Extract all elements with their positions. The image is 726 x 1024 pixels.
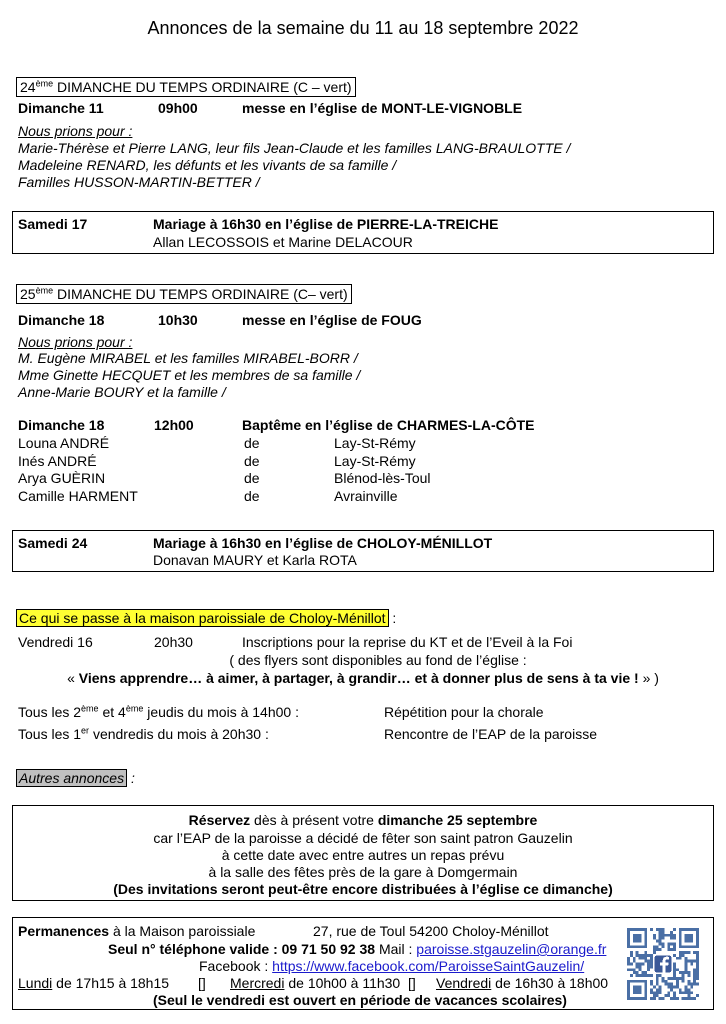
prayer-1-2: Madeleine RENARD, les défunts et les vivants de sa famille / [18, 157, 397, 173]
reservez-line-5: (Des invitations seront peut-être encore distribuées à l’église ce dimanche) [113, 881, 613, 897]
permanences-note: (Seul le vendredi est ouvert en période de vacances scolaires) [153, 992, 567, 1008]
prayer-2-3: Anne-Marie BOURY et la famille / [18, 384, 226, 400]
permanences-address: 27, rue de Toul 54200 Choloy-Ménillot [313, 923, 549, 939]
permanences-hours: Lundi de 17h15 à 18h15 [] Mercredi de 10h00 à 11h30 [] Vendredi de 16h30 à 18h00 [18, 975, 609, 991]
section-header-25: 25ème DIMANCHE DU TEMPS ORDINAIRE (C– vert) [16, 284, 352, 304]
reservez-box [12, 805, 714, 901]
mail-link[interactable]: paroisse.stgauzelin@orange.fr [416, 941, 607, 957]
reservez-line-2: car l’EAP de la paroisse a décidé de fêter son saint patron Gauzelin [153, 830, 573, 846]
page-title: Annonces de la semaine du 11 au 18 septembre 2022 [147, 18, 579, 38]
wedding-box-samedi-24: Samedi 24 Mariage à 16h30 en l’église de CHOLOY-MÉNILLOT Donavan MAURY et Karla ROTA [12, 530, 714, 572]
maison-quote: « Viens apprendre… à aimer, à partager, à grandir… et à donner plus de sens à ta vie ! » ) [67, 670, 659, 686]
prayer-1-3: Familles HUSSON-MARTIN-BETTER / [18, 174, 260, 190]
reservez-line-1: Réservez dès à présent votre dimanche 25 septembre [188, 812, 538, 828]
pray-label-2: Nous prions pour : [18, 334, 133, 350]
qr-code-icon [627, 928, 699, 1000]
recurring-chorale: Tous les 2ème et 4ème jeudis du mois à 14h00 : Répétition pour la chorale [18, 703, 544, 720]
maison-header: Ce qui se passe à la maison paroissiale de Choloy-Ménillot : [16, 610, 396, 627]
permanences-facebook: Facebook : https://www.facebook.com/ParoisseSaintGauzelin/ [199, 958, 585, 974]
maison-note: ( des flyers sont disponibles au fond de l’église : [229, 652, 527, 668]
reservez-line-4: à la salle des fêtes près de la gare à Domgermain [208, 864, 518, 880]
recurring-eap: Tous les 1er vendredis du mois à 20h30 : Rencontre de l’EAP de la paroisse [18, 725, 597, 742]
wedding-box-samedi-17: Samedi 17 Mariage à 16h30 en l’église de PIERRE-LA-TREICHE Allan LECOSSOIS et Marine DELACOUR [12, 211, 714, 254]
autres-annonces-label: Autres annonces : [16, 770, 135, 787]
prayer-2-1: M. Eugène MIRABEL et les familles MIRABEL-BORR / [18, 350, 358, 366]
pray-label-1: Nous prions pour : [18, 123, 133, 139]
permanences-contact: Seul n° téléphone valide : 09 71 50 92 38 Mail : paroisse.stgauzelin@orange.fr [108, 941, 607, 957]
reservez-line-3: à cette date avec entre autres un repas prévu [221, 847, 505, 863]
permanences-box [12, 917, 714, 1010]
permanences-line-1: Permanences à la Maison paroissiale [18, 923, 256, 939]
prayer-2-2: Mme Ginette HECQUET et les membres de sa famille / [18, 367, 361, 383]
facebook-link[interactable]: https://www.facebook.com/ParoisseSaintGauzelin/ [272, 958, 585, 974]
prayer-1-1: Marie-Thérèse et Pierre LANG, leur fils Jean-Claude et les familles LANG-BRAULOTTE / [18, 140, 571, 156]
section-header-24: 24ème DIMANCHE DU TEMPS ORDINAIRE (C – vert) [16, 77, 356, 97]
